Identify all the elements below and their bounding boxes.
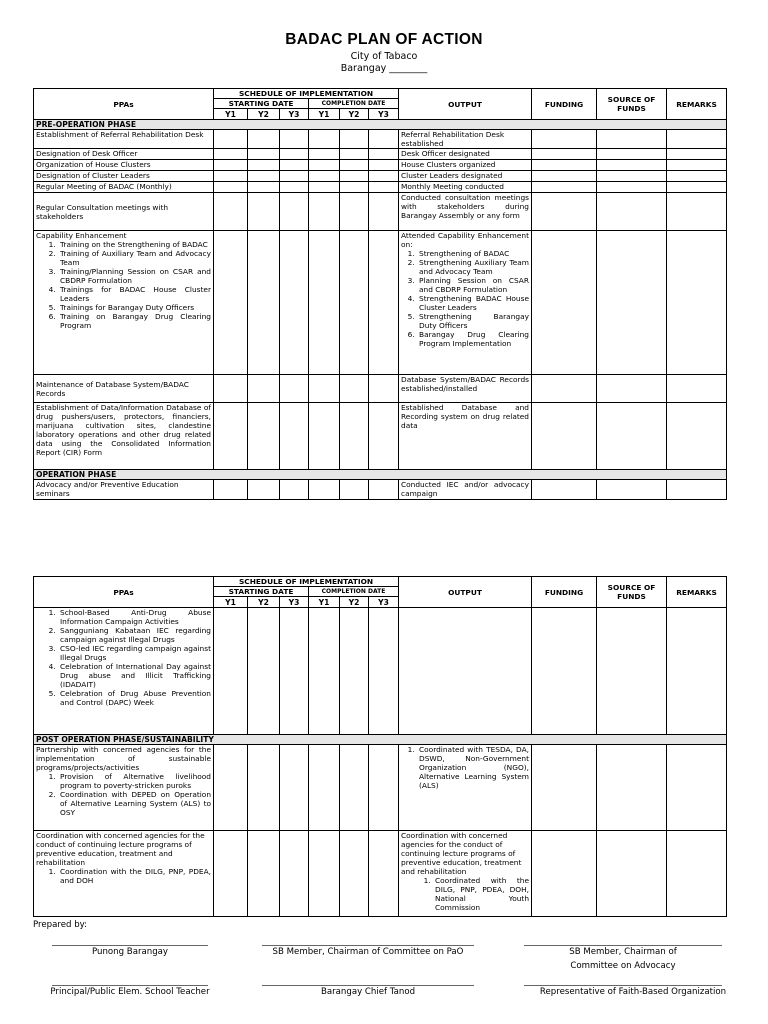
signatory-sb-member-advocacy: SB Member, Chairman of xyxy=(569,947,677,957)
signatory-faith-based-rep: Representative of Faith-Based Organization xyxy=(539,987,727,997)
col-y2: Y2 xyxy=(340,597,369,608)
col-starting-date: STARTING DATE xyxy=(214,99,309,109)
table-row xyxy=(34,149,727,160)
document-title: BADAC PLAN OF ACTION xyxy=(285,31,483,48)
table-row xyxy=(34,231,727,375)
list-item: 6. Barangay Drug Clearing Program Implementation xyxy=(417,330,529,348)
ppa-cell: Organization of House Clusters xyxy=(34,160,214,171)
plan-table-page-2 xyxy=(33,576,727,917)
col-remarks: REMARKS xyxy=(667,89,727,120)
list-item: 2. Coordination with DEPED on Operation of Alternative Learning System (ALS) to OSY xyxy=(58,790,211,817)
list-item: 2. Training of Auxiliary Team and Advocacy Team xyxy=(58,249,211,267)
col-ppas: PPAs xyxy=(34,577,214,608)
table-row xyxy=(34,182,727,193)
col-y3: Y3 xyxy=(369,597,399,608)
output-list xyxy=(401,745,529,790)
output-cell: House Clusters organized xyxy=(399,160,532,171)
signature-line xyxy=(52,945,208,946)
col-output: OUTPUT xyxy=(399,89,532,120)
phase-post-operation: POST OPERATION PHASE/SUSTAINABILITY xyxy=(34,735,727,745)
table-row xyxy=(34,403,727,470)
output-cell: Cluster Leaders designated xyxy=(399,171,532,182)
output-list xyxy=(401,876,529,912)
list-item: 5. Celebration of Drug Abuse Prevention and Control (DAPC) Week xyxy=(58,689,211,707)
signature-line xyxy=(524,985,722,986)
list-item: 1. Provision of Alternative livelihood program to poverty-stricken puroks xyxy=(58,772,211,790)
list-item: 6. Training on Barangay Drug Clearing Program xyxy=(58,312,211,330)
table-row xyxy=(34,171,727,182)
table-row xyxy=(34,130,727,149)
ppa-cell: Maintenance of Database System/BADAC Records xyxy=(34,375,214,403)
signature-line xyxy=(262,985,474,986)
list-item: 1. School-Based Anti-Drug Abuse Information Campaign Activities xyxy=(58,608,211,626)
table-row xyxy=(34,831,727,917)
col-schedule: SCHEDULE OF IMPLEMENTATION xyxy=(214,89,399,99)
col-y1: Y1 xyxy=(309,109,340,120)
col-y1: Y1 xyxy=(214,109,248,120)
output-cell: Referral Rehabilitation Desk established xyxy=(399,130,532,149)
city-name: City of Tabaco xyxy=(350,51,418,62)
list-item: 5. Strengthening Barangay Duty Officers xyxy=(417,312,529,330)
ppa-heading: Partnership with concerned agencies for the implementation of sustainable programs/projects/activities xyxy=(36,745,211,772)
output-list xyxy=(401,249,529,348)
col-remarks: REMARKS xyxy=(667,577,727,608)
table-row xyxy=(34,608,727,735)
table-row xyxy=(34,480,727,500)
ppa-cell: Regular Consultation meetings with stakeholders xyxy=(34,193,214,231)
ppa-cell: Establishment of Data/Information Database of drug pushers/users, protectors, financiers, marijuana cultivation sites, clandestine laboratory operations and other drug related data using the Consolidated Information Report (CIR) Form xyxy=(34,403,214,470)
ppa-heading: Capability Enhancement xyxy=(36,231,127,240)
col-y3: Y3 xyxy=(280,597,309,608)
col-y2: Y2 xyxy=(248,109,280,120)
output-cell: Conducted consultation meetings with stakeholders during Barangay Assembly or any form xyxy=(399,193,532,231)
signatory-chief-tanod: Barangay Chief Tanod xyxy=(320,987,416,997)
output-cell xyxy=(399,831,532,917)
list-item: 3. Planning Session on CSAR and CBDRP Formulation xyxy=(417,276,529,294)
signatory-sb-member-pao: SB Member, Chairman of Committee on PaO xyxy=(272,947,464,957)
col-starting-date: STARTING DATE xyxy=(214,587,309,597)
list-item: 4. Strengthening BADAC House Cluster Leaders xyxy=(417,294,529,312)
col-schedule: SCHEDULE OF IMPLEMENTATION xyxy=(214,577,399,587)
list-item: 2. Strengthening Auxiliary Team and Advocacy Team xyxy=(417,258,529,276)
col-source-of-funds: SOURCE OF FUNDS xyxy=(597,577,667,608)
plan-table-page-1 xyxy=(33,88,727,500)
ppa-cell: Establishment of Referral Rehabilitation Desk xyxy=(34,130,214,149)
ppa-cell: Advocacy and/or Preventive Education seminars xyxy=(34,480,214,500)
col-y2: Y2 xyxy=(248,597,280,608)
col-y1: Y1 xyxy=(214,597,248,608)
table-row xyxy=(34,375,727,403)
col-output: OUTPUT xyxy=(399,577,532,608)
list-item: 1. Training on the Strengthening of BADAC xyxy=(58,240,211,249)
col-y3: Y3 xyxy=(369,109,399,120)
output-heading: Coordination with concerned agencies for the conduct of continuing lecture programs of preventive education, treatment and rehabilitation xyxy=(401,831,522,876)
phase-operation: OPERATION PHASE xyxy=(34,470,727,480)
list-item: 1. Coordinated with the DILG, PNP, PDEA, DOH, National Youth Commission xyxy=(433,876,529,912)
ppa-cell xyxy=(34,231,214,375)
table-row xyxy=(34,160,727,171)
output-cell: Conducted IEC and/or advocacy campaign xyxy=(399,480,532,500)
barangay-line: Barangay ________ xyxy=(340,63,428,74)
output-cell xyxy=(399,231,532,375)
ppa-list xyxy=(36,240,211,330)
table-row xyxy=(34,745,727,831)
col-completion-date: COMPLETION DATE xyxy=(309,587,399,597)
signature-line xyxy=(52,985,208,986)
prepared-by-label: Prepared by: xyxy=(33,920,88,930)
list-item: 3. CSO-led IEC regarding campaign against Illegal Drugs xyxy=(58,644,211,662)
col-y1: Y1 xyxy=(309,597,340,608)
col-y2: Y2 xyxy=(340,109,369,120)
signatory-punong-barangay: Punong Barangay xyxy=(91,947,169,957)
ppa-cell xyxy=(34,745,214,831)
ppa-list xyxy=(36,867,211,885)
list-item: 2. Sangguniang Kabataan IEC regarding campaign against Illegal Drugs xyxy=(58,626,211,644)
phase-pre-operation: PRE-OPERATION PHASE xyxy=(34,120,727,130)
ppa-cell: Designation of Cluster Leaders xyxy=(34,171,214,182)
list-item: 4. Trainings for BADAC House Cluster Leaders xyxy=(58,285,211,303)
output-cell: Monthly Meeting conducted xyxy=(399,182,532,193)
ppa-cell xyxy=(34,608,214,735)
col-ppas: PPAs xyxy=(34,89,214,120)
signature-line xyxy=(524,945,722,946)
ppa-list xyxy=(36,772,211,817)
output-cell xyxy=(399,745,532,831)
signatory-sb-member-advocacy-line2: Committee on Advocacy xyxy=(570,961,676,971)
list-item: 5. Trainings for Barangay Duty Officers xyxy=(58,303,211,312)
table-row xyxy=(34,193,727,231)
list-item: 4. Celebration of International Day against Drug abuse and Illicit Trafficking (IDADAIT) xyxy=(58,662,211,689)
output-heading: Attended Capability Enhancement on: xyxy=(401,231,529,249)
output-cell: Established Database and Recording system on drug related data xyxy=(399,403,532,470)
output-cell: Database System/BADAC Records established/installed xyxy=(399,375,532,403)
col-funding: FUNDING xyxy=(532,577,597,608)
ppa-list xyxy=(36,608,211,707)
col-completion-date: COMPLETION DATE xyxy=(309,99,399,109)
ppa-cell xyxy=(34,831,214,917)
list-item: 1. Coordinated with TESDA, DA, DSWD, Non-Government Organization (NGO), Alternative Learning System (ALS) xyxy=(417,745,529,790)
col-source-of-funds: SOURCE OF FUNDS xyxy=(597,89,667,120)
list-item: 1. Coordination with the DILG, PNP, PDEA, and DOH xyxy=(58,867,211,885)
list-item: 3. Training/Planning Session on CSAR and CBDRP Formulation xyxy=(58,267,211,285)
col-y3: Y3 xyxy=(280,109,309,120)
list-item: 1. Strengthening of BADAC xyxy=(417,249,529,258)
output-cell: Desk Officer designated xyxy=(399,149,532,160)
ppa-cell: Regular Meeting of BADAC (Monthly) xyxy=(34,182,214,193)
ppa-heading: Coordination with concerned agencies for the conduct of continuing lecture programs of preventive education, treatment and rehabilitation xyxy=(36,831,205,867)
col-funding: FUNDING xyxy=(532,89,597,120)
signature-line xyxy=(262,945,474,946)
ppa-cell: Designation of Desk Officer xyxy=(34,149,214,160)
signatory-principal: Principal/Public Elem. School Teacher xyxy=(50,987,210,997)
